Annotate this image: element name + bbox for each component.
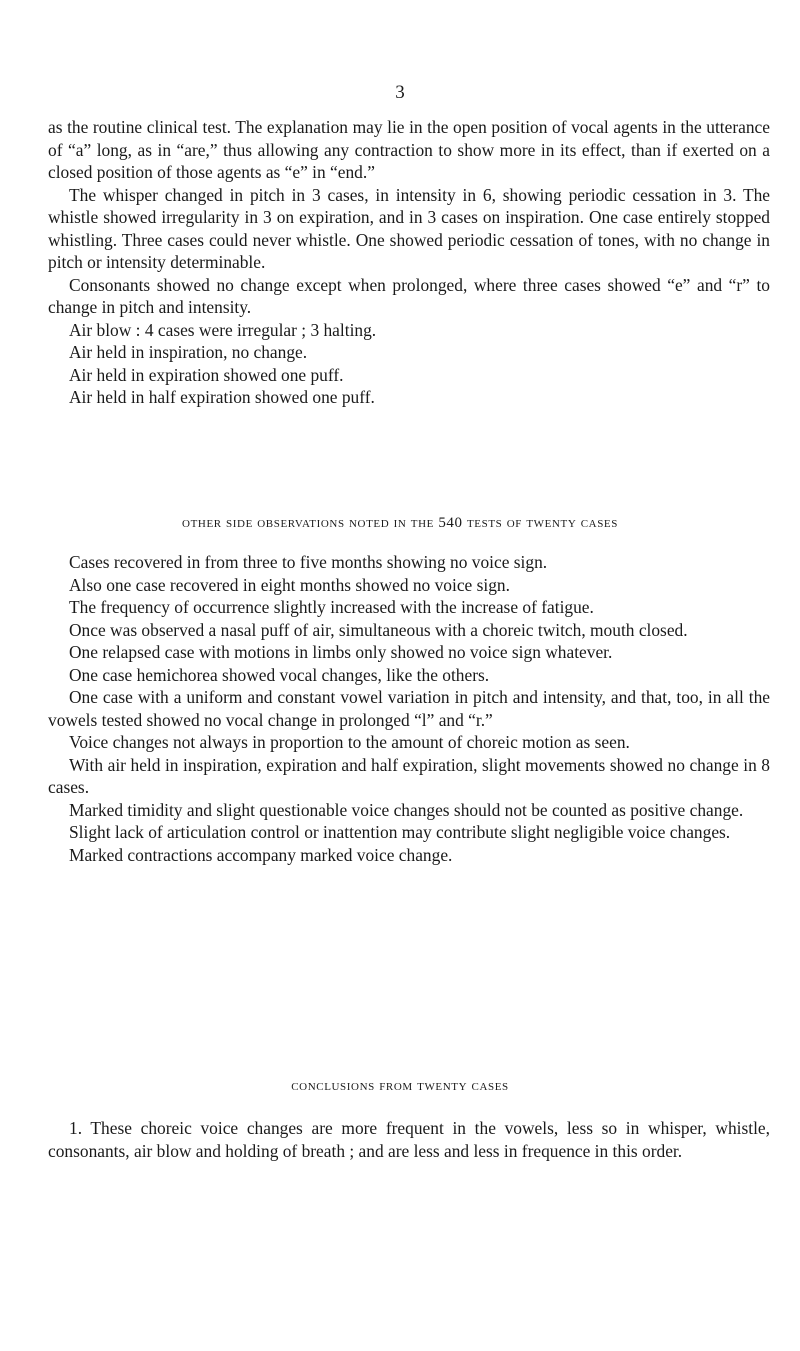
page-number: 3 xyxy=(395,82,405,103)
paragraph: Air held in inspiration, no change. xyxy=(69,342,308,362)
paragraph: Cases recovered in from three to five months showing no voice sign. xyxy=(69,552,548,572)
paragraph: 1. These choreic voice changes are more frequent in the vowels, less so in whisper, whistle, consonants, air blow and holding of breath ; and are less and less in frequence in this order. xyxy=(48,1118,770,1161)
paragraph: Once was observed a nasal puff of air, simultaneous with a choreic twitch, mouth closed. xyxy=(69,619,688,640)
section-heading-other-observations: other side observations noted in the 540 tests of twenty cases xyxy=(182,515,618,531)
paragraph: Voice changes not always in proportion to the amount of choreic motion as seen. xyxy=(69,732,630,752)
paragraph: Consonants showed no change except when prolonged, where three cases showed “e” and “r” to change in pitch and intensity. xyxy=(48,274,770,317)
paragraph: One case with a uniform and constant vowel variation in pitch and intensity, and that, too, in all the vowels tested showed no vocal change in prolonged “l” and “r.” xyxy=(48,687,770,730)
body-text-block-1 xyxy=(48,116,770,409)
body-text-block-3 xyxy=(48,1117,770,1162)
paragraph: Marked timidity and slight questionable voice changes should not be counted as positive change. xyxy=(69,799,744,820)
paragraph: Air held in half expiration showed one puff. xyxy=(69,387,375,407)
paragraph: Marked contractions accompany marked voice change. xyxy=(69,844,453,865)
paragraph: The frequency of occurrence slightly increased with the increase of fatigue. xyxy=(69,597,594,617)
paragraph: Air held in expiration showed one puff. xyxy=(69,364,344,385)
body-text-block-2 xyxy=(48,551,770,866)
paragraph: One case hemichorea showed vocal changes, like the others. xyxy=(69,664,490,685)
paragraph: The whisper changed in pitch in 3 cases, in intensity in 6, showing periodic cessation in 3. The whistle showed irregularity in 3 on expiration, and in 3 cases on inspiration. One case entirely stopped whistling. Three cases could never whistle. One showed periodic cessation of tones, with no change in pitch or intensity determinable. xyxy=(48,184,770,272)
paragraph: Air blow : 4 cases were irregular ; 3 halting. xyxy=(69,319,377,340)
paragraph: as the routine clinical test. The explanation may lie in the open position of vocal agents in the utterance of “a” long, as in “are,” thus allowing any contraction to show more in its effect, than if exerted on a closed position of those agents as “e” in “end.” xyxy=(48,117,770,182)
paragraph: With air held in inspiration, expiration and half expiration, slight movements showed no change in 8 cases. xyxy=(48,754,770,797)
paragraph: One relapsed case with motions in limbs only showed no voice sign whatever. xyxy=(69,642,613,662)
paragraph: Slight lack of articulation control or inattention may contribute slight negligible voice changes. xyxy=(69,822,731,842)
paragraph: Also one case recovered in eight months showed no voice sign. xyxy=(69,574,510,595)
section-heading-conclusions: conclusions from twenty cases xyxy=(291,1078,509,1094)
